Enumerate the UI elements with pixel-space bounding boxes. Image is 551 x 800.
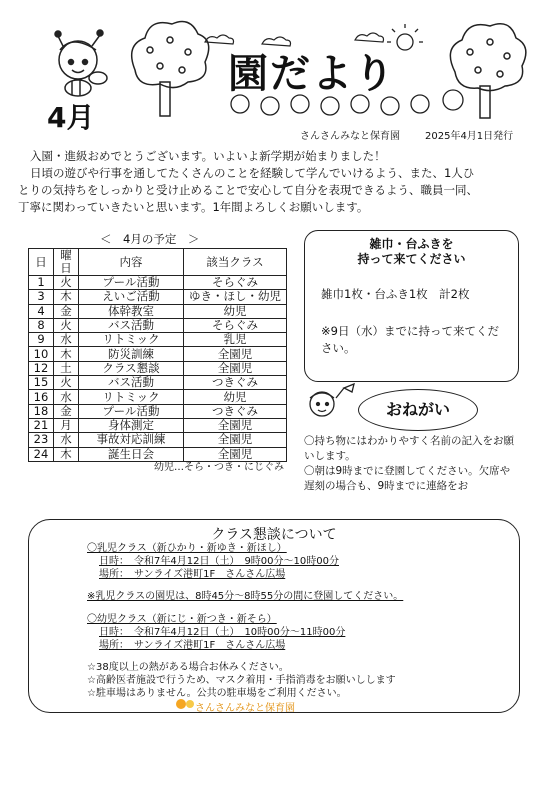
header-event: 内容 — [79, 249, 184, 276]
meeting-note: ☆38度以上の熱がある場合お休みください。 — [87, 662, 289, 673]
cell-class: つきぐみ — [184, 376, 287, 390]
schedule-legend: 幼児…そら・つき・にじぐみ — [154, 462, 284, 473]
cell-day: 10 — [29, 347, 54, 361]
cell-class: 幼児 — [184, 304, 287, 318]
issuer-name: さんさんみなと保育園 — [300, 131, 400, 142]
cell-class: そらぐみ — [184, 276, 287, 290]
cell-event: バス活動 — [79, 376, 184, 390]
cell-day: 9 — [29, 333, 54, 347]
cell-weekday: 水 — [54, 333, 79, 347]
cell-event: 身体測定 — [79, 418, 184, 432]
intro-line: 日頃の遊びや行事を通してたくさんのことを経験して学んでいけるよう、また、1人ひ — [30, 166, 475, 180]
request-line-name: 〇持ち物にはわかりやすく名前の記入をお願いします。 — [304, 435, 514, 462]
meeting-note: ☆駐車場はありません。公共の駐車場をご利用ください。 — [87, 688, 347, 699]
page-title: 園だより — [228, 51, 396, 97]
cell-day: 8 — [29, 318, 54, 332]
intro-line: 入園・進級おめでとうございます。いよいよ新学期が始まりました！ — [30, 149, 386, 163]
cell-event: リトミック — [79, 333, 184, 347]
cell-weekday: 火 — [54, 318, 79, 332]
infant-heading: 〇乳児クラス（新ひかり・新ゆき・新ほし） — [87, 543, 287, 554]
cell-class: 乳児 — [184, 333, 287, 347]
cell-day: 4 — [29, 304, 54, 318]
sun-logo-icon — [176, 699, 186, 709]
cell-event: 体幹教室 — [79, 304, 184, 318]
cell-event: 防災訓練 — [79, 347, 184, 361]
bring-deadline-note: ※9日（水）までに持って来てください。 — [321, 324, 499, 355]
class-meeting-title: クラス懇談について — [211, 527, 337, 543]
request-line-arrival: 〇朝は9時までに登園してください。欠席や遅刻の場合も、9時までに連絡をお — [304, 465, 511, 492]
cell-event: バス活動 — [79, 318, 184, 332]
cell-weekday: 金 — [54, 404, 79, 418]
cell-weekday: 木 — [54, 290, 79, 304]
cell-day: 16 — [29, 390, 54, 404]
cell-weekday: 金 — [54, 304, 79, 318]
cell-class: 幼児 — [184, 390, 287, 404]
cell-weekday: 木 — [54, 447, 79, 461]
cell-day: 21 — [29, 418, 54, 432]
infant-place: 場所： サンライズ港町1F さんさん広場 — [99, 569, 286, 580]
header-day: 日 — [29, 249, 54, 276]
cell-day: 18 — [29, 404, 54, 418]
cell-event: えいご活動 — [79, 290, 184, 304]
cell-event: プール活動 — [79, 404, 184, 418]
intro-line: 丁寧に関わっていきたいと思います。1年間よろしくお願いします。 — [18, 200, 369, 214]
bring-title-line1: 雑巾・台ふきを — [369, 237, 454, 251]
toddler-date: 日時： 令和7年4月12日（土） 10時00分～11時00分 — [99, 627, 346, 638]
cell-class: 全園児 — [184, 361, 287, 375]
cell-weekday: 水 — [54, 390, 79, 404]
cell-class: 全園児 — [184, 347, 287, 361]
month-label: 4月 — [47, 101, 95, 134]
meeting-note: ☆高齢医者施設で行うため、マスク着用・手指消毒をお願いしします — [87, 675, 396, 686]
request-bubble: おねがい — [358, 389, 478, 431]
cell-event: プール活動 — [79, 276, 184, 290]
infant-arrival-note: ※乳児クラスの園児は、8時45分～8時55分の間に登園してください。 — [87, 591, 404, 602]
infant-date: 日時： 令和7年4月12日（土） 9時00分～10時00分 — [99, 556, 339, 567]
cell-day: 3 — [29, 290, 54, 304]
toddler-place: 場所： サンライズ港町1F さんさん広場 — [99, 640, 286, 651]
cell-class: 全園児 — [184, 418, 287, 432]
cell-weekday: 水 — [54, 433, 79, 447]
cell-class: つきぐみ — [184, 404, 287, 418]
cell-weekday: 土 — [54, 361, 79, 375]
issue-date: 2025年4月1日発行 — [425, 131, 514, 142]
cell-day: 24 — [29, 447, 54, 461]
cell-day: 12 — [29, 361, 54, 375]
cell-event: クラス懇談 — [79, 361, 184, 375]
footer-brand: さんさんみなと保育園 — [195, 703, 295, 714]
intro-line: とりの気持ちをしっかりと受け止めることで安心して自分を表現できるよう、職員一同、 — [18, 183, 478, 197]
cell-event: 誕生日会 — [79, 447, 184, 461]
cell-class: 全園児 — [184, 433, 287, 447]
cell-weekday: 火 — [54, 276, 79, 290]
cell-weekday: 月 — [54, 418, 79, 432]
header-weekday: 曜日 — [54, 249, 79, 276]
cell-event: リトミック — [79, 390, 184, 404]
cell-day: 15 — [29, 376, 54, 390]
sun-logo-icon — [186, 700, 194, 708]
cell-day: 23 — [29, 433, 54, 447]
bring-items: 雑巾1枚・台ふき1枚 計2枚 — [321, 287, 470, 301]
cell-weekday: 木 — [54, 347, 79, 361]
cell-event: 事故対応訓練 — [79, 433, 184, 447]
cell-weekday: 火 — [54, 376, 79, 390]
cell-day: 1 — [29, 276, 54, 290]
cell-class: そらぐみ — [184, 318, 287, 332]
toddler-heading: 〇幼児クラス（新にじ・新つき・新そら） — [87, 614, 277, 625]
header-class: 該当クラス — [184, 249, 287, 276]
cell-class: ゆき・ほし・幼児 — [184, 290, 287, 304]
cell-class: 全園児 — [184, 447, 287, 461]
bring-title-line2: 持って来てください — [357, 252, 466, 266]
schedule-title: ＜ 4月の予定 ＞ — [100, 232, 200, 246]
